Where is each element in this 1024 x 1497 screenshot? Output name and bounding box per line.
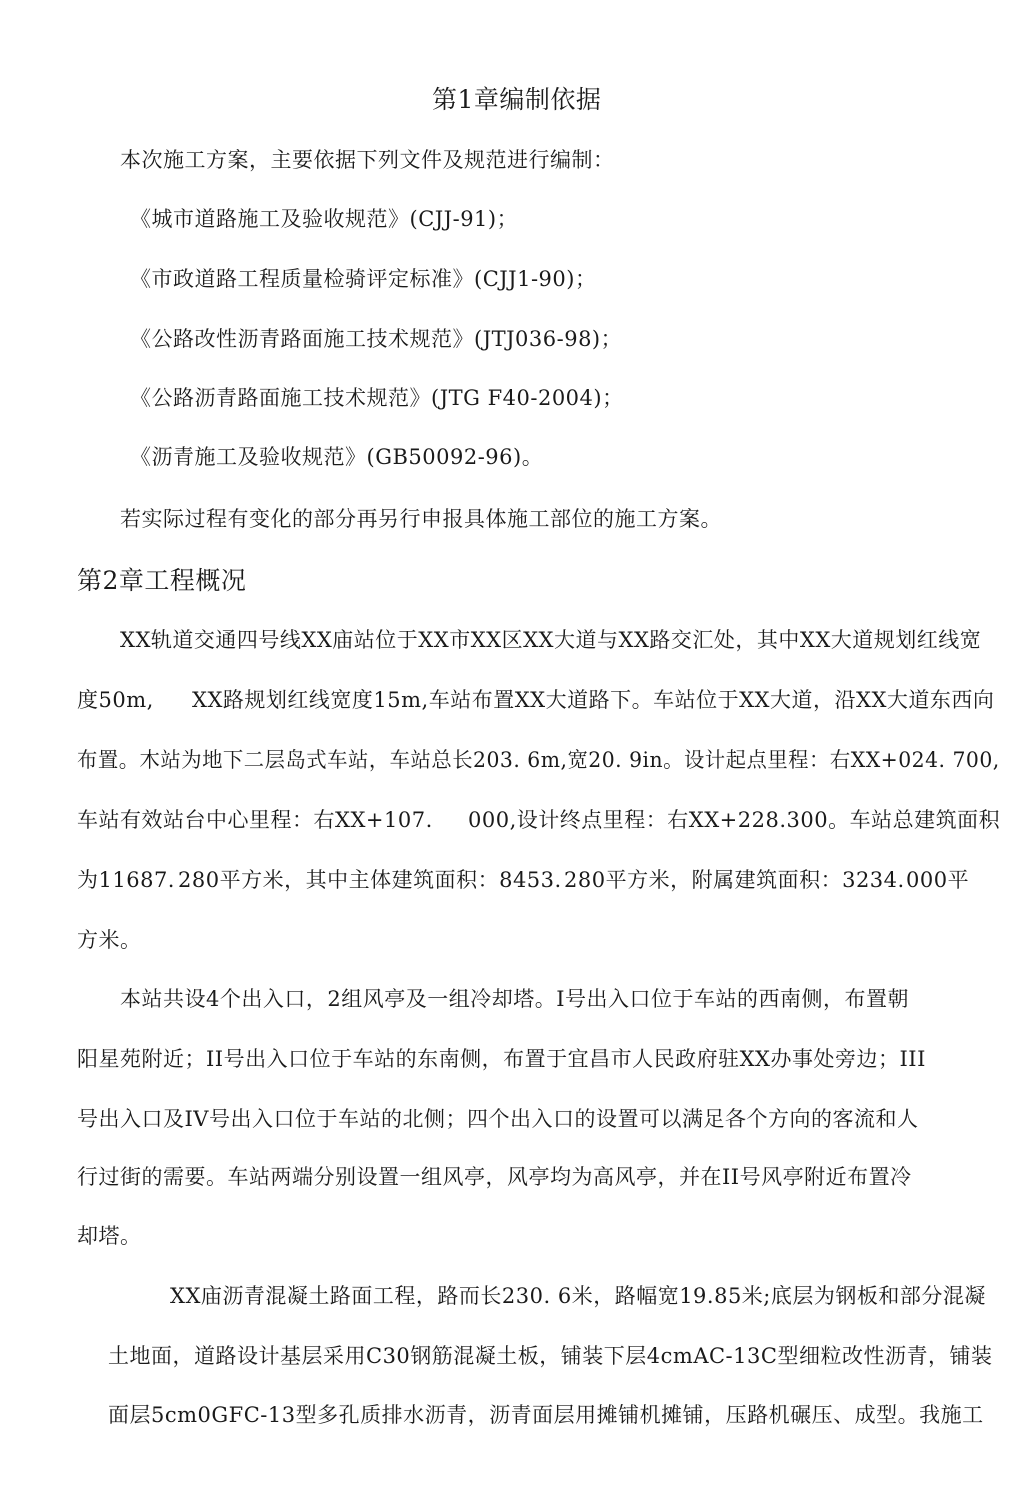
reference-item: 《沥青施工及验收规范》(GB50092-96)。 [130,445,544,469]
paragraph-line: 车站有效站台中心里程：右XX+107. [77,808,433,832]
paragraph-line: XX轨道交通四号线XX庙站位于XX市XX区XX大道与XX路交汇处，其中XX大道规划红线宽 [120,628,982,652]
paragraph-line: 280平方米，附属建筑面积：3234. [564,868,905,892]
paragraph-line: XX路规划红线宽度15m,车站布置XX大道路下。车站位于XX大道，沿XX大道东西向 [192,688,995,712]
paragraph-line: XX庙沥青混凝土路面工程，路而长230. 6米，路幅宽19.85米;底层为钢板和部分混凝 [170,1284,986,1308]
paragraph-line: 280平方米，其中主体建筑面积：8453. [178,868,562,892]
paragraph-line: 行过街的需要。车站两端分别设置一组风亭，风亭均为高风亭，并在II号风亭附近布置冷 [77,1165,912,1189]
paragraph-line: 000,设计终点里程：右XX+228.300。车站总建筑面积 [468,808,1001,832]
paragraph-line: 为11687. [77,868,175,892]
paragraph-line: 却塔。 [77,1224,142,1248]
paragraph-line: 号出入口及IV号出入口位于车站的北侧；四个出入口的设置可以满足各个方向的客流和人 [77,1107,919,1131]
chapter-1-closing: 若实际过程有变化的部分再另行申报具体施工部位的施工方案。 [120,507,722,531]
paragraph-line: 度50m, [77,688,154,712]
paragraph-line: 阳星苑附近；II号出入口位于车站的东南侧，布置于宜昌市人民政府驻XX办事处旁边；III [77,1047,926,1071]
reference-item: 《公路沥青路面施工技术规范》(JTG F40-2004)； [130,386,624,410]
paragraph-line: 方米。 [77,928,142,952]
chapter-1-intro: 本次施工方案，主要依据下列文件及规范进行编制： [120,148,615,172]
reference-item: 《市政道路工程质量检骑评定标准》(CJJ1-90)； [130,267,597,291]
paragraph-line: 000平 [906,868,970,892]
reference-item: 《公路改性沥青路面施工技术规范》(JTJ036-98)； [130,327,623,351]
paragraph-line: 布置。木站为地下二层岛式车站，车站总长203. 6m,宽20. 9in。设计起点里程：右XX+024. 700, [77,748,1000,772]
paragraph-line: 本站共设4个出入口，2组风亭及一组冷却塔。I号出入口位于车站的西南侧，布置朝 [120,987,910,1011]
paragraph-line: 面层5cm0GFC-13型多孔质排水沥青，沥青面层用摊铺机摊铺，压路机碾压、成型。我施工 [108,1403,984,1427]
chapter-1-title: 第1章编制依据 [432,85,602,114]
reference-item: 《城市道路施工及验收规范》(CJJ-91)； [130,207,519,231]
chapter-2-title: 第2章工程概况 [77,566,247,595]
paragraph-line: 土地面，道路设计基层采用C30钢筋混凝土板，铺装下层4cmAC-13C型细粒改性沥青，铺装 [108,1344,993,1368]
